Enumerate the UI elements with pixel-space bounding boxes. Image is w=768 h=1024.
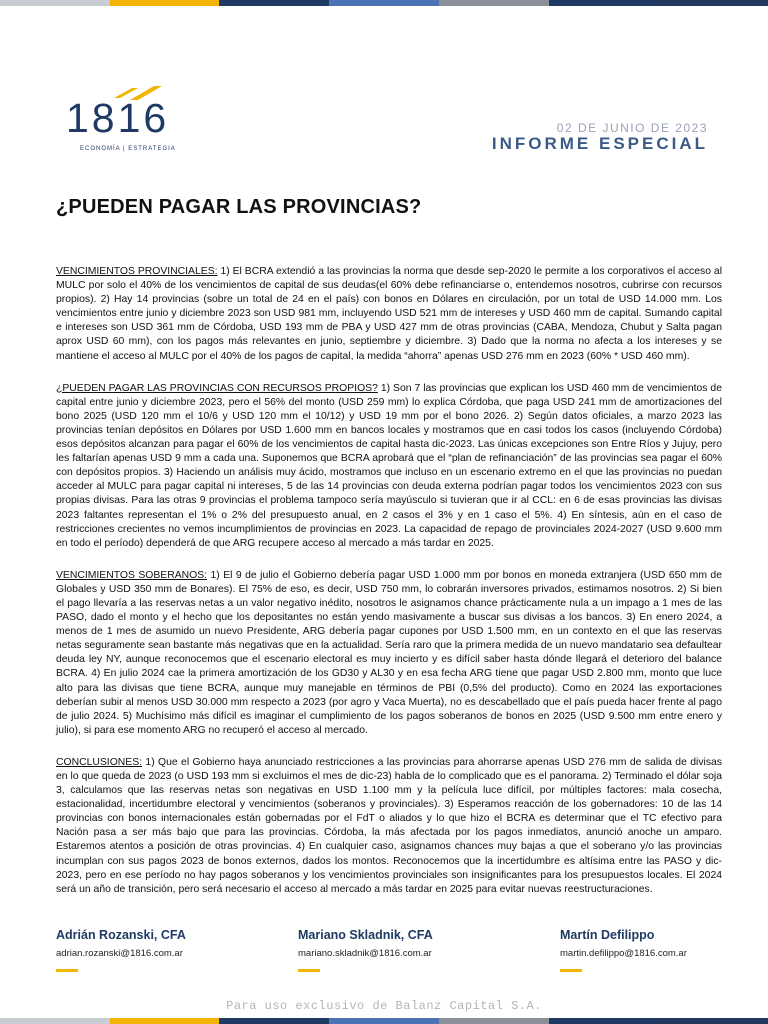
report-type: INFORME ESPECIAL [491,134,708,153]
authors-block [56,928,716,988]
page-title: ¿PUEDEN PAGAR LAS PROVINCIAS? [56,196,422,218]
section-text: 1) Son 7 las provincias que explican los USD 460 mm de vencimientos de capital entre junio y diciembre 2023, pero el 56% del monto (USD 259 mm) lo explica Córdoba, que paga USD 241 mm de amortizaciones del bono 2025 (USD 120 mm el 10/6 y USD 120 mm el 10/12) y USD 19 mm por el bono 2026. 2) Según datos oficiales, a marzo 2023 las provincias tenían depósitos en Dólares por USD 1.600 mm en bancos locales y mostramos que en casi todos los casos (incluyendo Córdoba) esos depósitos alcanzan para pagar el 60% de los vencimientos de capital hasta dic-2023. Las únicas excepciones son Entre Ríos y Jujuy, pero les faltarían apenas USD 9 mm a cada una. Suponemos que BCRA aprobará que el “plan de refinanciación” de las provincias sea pagar el 60% con depósitos propios. 3) Haciendo un análisis muy ácido, mostramos que incluso en un escenario extremo en el que las provincias no puedan acceder al MULC para pagar capital ni intereses, 5 de las 14 provincias con deuda externa podrían pagar todos los vencimientos 2023 con sus propias divisas. Para las otras 9 provincias el problema tampoco sería mayúsculo si tuvieran que ir al CCL: en 6 de esas provincias las divisas 2023 faltantes representan el 1% o 2% del presupuesto anual, en 2 casos el 3% y en 1 caso el 5%. 4) En síntesis, aún en el caso de restricciones crecientes no vemos incumplimientos de provincias en 2023. La capacidad de repago de provinciales 2024-2027 (USD 9.600 mm en todo el período) dependerá de que ARG recupere acceso al mercado a más tardar en 2025. [56,382,722,549]
author-accent-dash [560,969,582,972]
top-color-bar [0,0,768,6]
author-name: Martín Defilippo [560,928,655,942]
section-text: 1) El BCRA extendió a las provincias la norma que desde sep-2020 le permite a los corporativos el acceso al MULC por solo el 40% de los vencimientos de capital de sus deudas(el 60% debe refinanciarse o, entendemos nosotros, cubrirse con recursos propios). 2) Hay 14 provincias (sobre un total de 24 en el país) con bonos en Dólares en circulación, por un total de USD 14.000 mm. Los vencimientos entre junio y diciembre 2023 son USD 981 mm, incluyendo USD 521 mm de intereses y USD 460 mm de capital. Sumando capital e intereses son USD 361 mm de Córdoba, USD 193 mm de PBA y USD 427 mm de otras provincias (CABA, Mendoza, Chubut y Salta pagan aprox USD 60 mm), con los pagos más relevantes en junio, septiembre y diciembre. 3) Dado que la norma no afecta a los intereses y se mantiene el acceso al MULC por el 40% de los pagos de capital, la medida “ahorra” apenas USD 276 mm en 2023 (60% * USD 460 mm). [56,266,723,362]
footer-disclaimer: Para uso exclusivo de Balanz Capital S.A. [226,999,542,1013]
author-2 [298,928,433,972]
author-name: Mariano Skladnik, CFA [298,928,433,942]
logo-number: 1816 [66,95,170,141]
bottom-color-bar [0,1018,768,1024]
author-email[interactable]: adrian.rozanski@1816.com.ar [56,948,183,959]
section-vencimientos-provinciales [56,265,722,364]
report-date: 02 DE JUNIO DE 2023 [556,121,708,135]
section-label: VENCIMIENTOS SOBERANOS: [56,569,208,581]
author-accent-dash [56,969,78,972]
section-label: VENCIMIENTOS PROVINCIALES: [56,266,218,277]
author-3 [560,928,687,972]
report-body [56,265,722,915]
section-vencimientos-soberanos [56,569,722,738]
logo-tagline: ECONOMÍA | ESTRATEGIA [80,146,176,152]
author-email[interactable]: mariano.skladnik@1816.com.ar [298,948,432,959]
section-text: 1) El 9 de julio el Gobierno debería pagar USD 1.000 mm por bonos en moneda extranjera (USD 650 mm de Globales y USD 350 mm de Bonares). El 75% de eso, es decir, USD 750 mm, lo cobrarán inversores privados, estimamos nosotros. 2) Si bien el pago llevaría a las reservas netas a un valor negativo inédito, nosotros le asignamos chance prácticamente nula a un impago a 1 mes de las PASO, dado el monto y el hecho que los depositantes no están yendo masivamente a buscar sus divisas a los bancos. 3) En enero 2024, a menos de 1 mes de asumido un nuevo Presidente, ARG debería pagar cupones por USD 1.500 mm, en un contexto en el que las reservas netas seguramente sean bastante más negativas que en la actualidad. Sería raro que la primera medida de un nuevo mandatario sea defaultear deuda ley NY, aunque reconocemos que el escenario electoral es muy incierto y es difícil saber hasta dónde llegará el deterioro del balance BCRA. 4) En julio 2024 cae la primera amortización de los GD30 y AL30 y en esa fecha ARG tiene que pagar USD 2.800 mm, monto que luce alto para las divisas que tiene BCRA, aunque muy manejable en términos de PBI (0,5% del producto). Como en 2024 las exportaciones deberían subir al menos USD 30.000 mm respecto a 2023 (por agro y Vaca Muerta), no es descabellado que el país pueda hacer frente al pago de julio 2024. 5) Muchísimo más difícil es imaginar el cumplimiento de los pagos soberanos de bonos en 2025 (USD 9.500 mm entre enero y julio), si para ese momento ARG no recuperó el acceso al mercado. [56,569,722,736]
section-label: CONCLUSIONES: [56,756,143,768]
company-logo [66,84,192,164]
author-email[interactable]: martin.defilippo@1816.com.ar [560,948,687,959]
section-recursos-propios [56,382,722,551]
section-conclusiones [56,756,722,897]
author-1 [56,928,186,972]
author-accent-dash [298,969,320,972]
author-name: Adrián Rozanski, CFA [56,928,186,942]
section-label: ¿PUEDEN PAGAR LAS PROVINCIAS CON RECURSOS PROPIOS? [56,382,378,394]
section-text: 1) Que el Gobierno haya anunciado restricciones a las provincias para ahorrarse apenas USD 276 mm de salida de divisas en lo que queda de 2023 (o USD 193 mm si excluimos el mes de dic-23) habla de lo complicado que es el panorama. 2) Terminado el dólar soja 3, calculamos que las reservas netas son negativas en USD 1.100 mm y la película luce difícil, por múltiples factores: mala cosecha, estacionalidad, incertidumbre electoral y vencimientos (soberanos y provinciales). 3) Esperamos reacción de los gobernadores: 10 de las 14 provincias con bonos internacionales están gobernadas por el FdT o aliados y lo que hizo el BCRA es determinar que el TC efectivo para Nación pasa a ser más bajo que para las provincias. Córdoba, la más afectada por los pagos inmediatos, anunció anoche un amparo. Estaremos atentos a posición de otras provincias. 4) En cualquier caso, asignamos chances muy bajas a que el soberano y/o las provincias incumplan con sus pagos 2023 de bonos externos, dados los montos. Reconocemos que la incertidumbre es altísima entre las PASO y dic-2023, pero en ese período no hay pagos soberanos y los vencimientos provinciales son insignificantes para los presupuestos locales. El 2024 será un año de transición, pero será necesario el acceso al mercado a más tardar en 2025 para evitar nuevas reestructuraciones. [56,756,722,895]
